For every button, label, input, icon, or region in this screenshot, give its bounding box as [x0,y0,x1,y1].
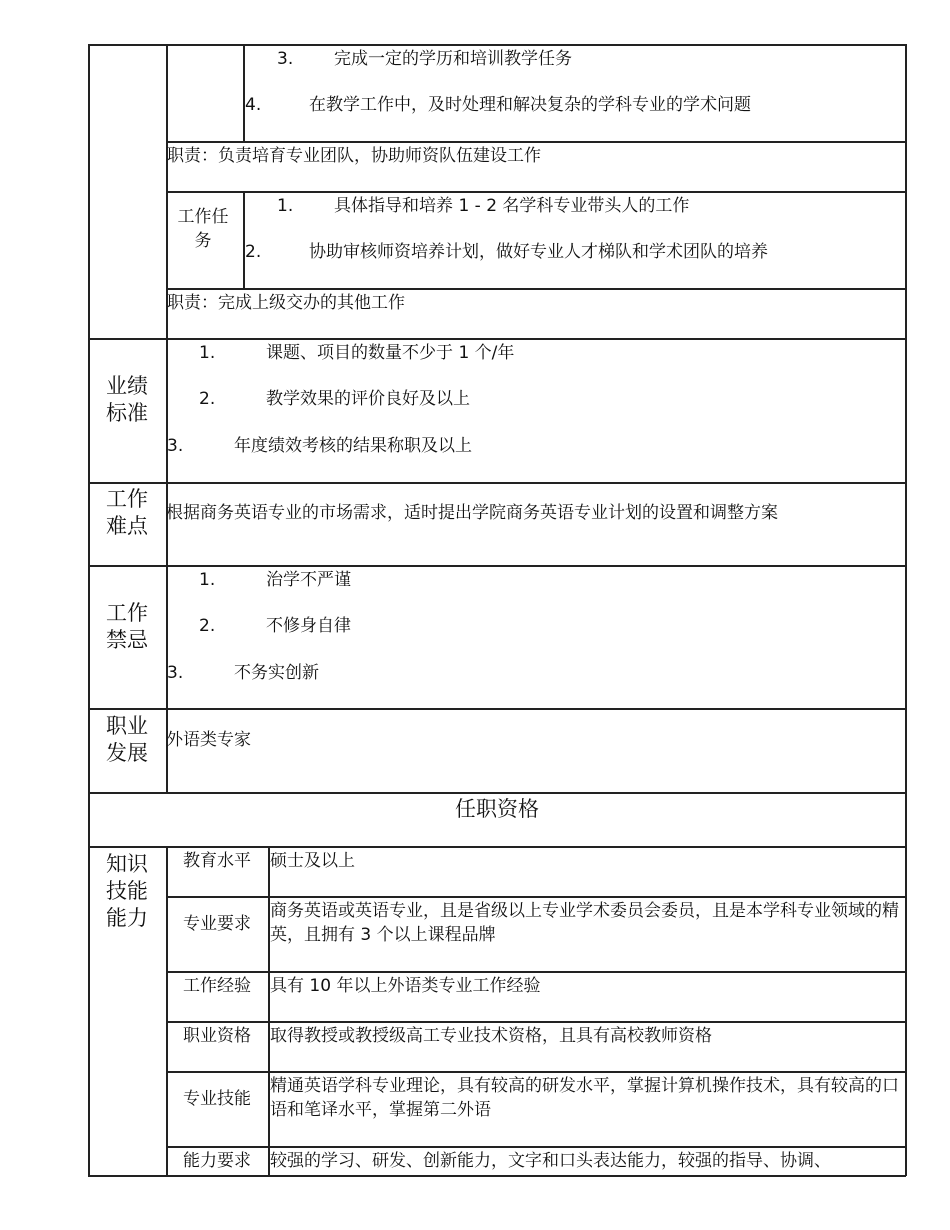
qual-row-value: 精通英语学科专业理论，具有较高的研发水平，掌握计算机操作技术，具有较高的口语和笔译水平，掌握第二外语 [270,1076,899,1120]
row-line [166,141,906,143]
qual-row-value: 较强的学习、研发、创新能力，文字和口头表达能力，较强的指导、协调、 [270,1151,831,1171]
taboo-item [199,614,351,638]
qual-row-line [166,1146,906,1148]
item-number: 3. [167,436,184,456]
performance-item [199,387,470,411]
item-number: 1. [199,343,216,363]
task-number: 3. [277,49,294,69]
task-item [245,93,751,117]
duty-text: 职责：负责培育专业团队，协助师资队伍建设工作 [167,146,541,166]
item-number: 1. [199,570,216,590]
qual-row-label: 专业技能 [183,1089,251,1109]
qual-row-value: 硕士及以上 [270,851,355,871]
qual-row-value: 取得教授或教授级高工专业技术资格，且具有高校教师资格 [270,1026,712,1046]
task-text: 完成一定的学历和培训教学任务 [334,49,573,69]
item-number: 2. [199,389,216,409]
qual-row-line [166,971,906,973]
qual-row-label: 能力要求 [183,1151,251,1171]
row-line [166,288,906,290]
task-item [245,240,768,264]
section-line [88,846,906,848]
task-text: 具体指导和培养 1 - 2 名学科专业带头人的工作 [334,196,690,216]
task-number: 2. [245,242,262,262]
qualification-title: 任职资格 [455,797,539,821]
qual-row-line [166,1021,906,1023]
table-border-top [88,44,906,46]
section-line [88,792,906,794]
section-line [88,338,906,340]
section-line [88,565,906,567]
taboo-item [199,568,351,592]
difficulty-text: 根据商务英语专业的市场需求，适时提出学院商务英语专业计划的设置和调整方案 [166,503,778,523]
career-text: 外语类专家 [166,730,251,750]
qualification-group-label: 知识技能能力 [106,852,148,930]
performance-item [199,341,514,365]
section-line [88,482,906,484]
career-label: 职业发展 [106,714,148,765]
qual-row-label: 职业资格 [183,1026,251,1046]
difficulty-label: 工作难点 [106,487,148,538]
item-text: 不修身自律 [266,616,352,636]
qual-row-value: 具有 10 年以上外语类专业工作经验 [270,976,541,996]
qual-row-line [166,1071,906,1073]
qual-row-label: 专业要求 [183,914,251,934]
item-text: 教学效果的评价良好及以上 [266,389,471,409]
item-number: 3. [167,663,184,683]
task-number: 1. [277,196,294,216]
qual-row-label: 工作经验 [183,976,251,996]
task-number: 4. [245,95,262,115]
table-border-bottom [88,1175,906,1177]
table-border-left [88,44,90,1176]
table-border-right [905,44,907,1176]
item-text: 年度绩效考核的结果称职及以上 [234,436,473,456]
row-line [166,191,906,193]
taboo-label: 工作禁忌 [106,601,148,652]
taboo-item [167,661,319,685]
item-number: 2. [199,616,216,636]
task-text: 协助审核师资培养计划，做好专业人才梯队和学术团队的培养 [309,242,769,262]
qual-row-line [166,896,906,898]
duty-text: 职责：完成上级交办的其他工作 [167,293,405,313]
item-text: 治学不严谨 [266,570,352,590]
item-text: 课题、项目的数量不少于 1 个/年 [266,343,515,363]
performance-label: 业绩标准 [106,374,148,425]
qual-row-value: 商务英语或英语专业，且是省级以上专业学术委员会委员，且是本学科专业领域的精英，且拥有 3 个以上课程品牌 [270,901,899,945]
performance-item [167,434,472,458]
task-item [277,47,572,71]
qual-row-label: 教育水平 [183,851,251,871]
item-text: 不务实创新 [234,663,320,683]
section-line [88,708,906,710]
task-item [277,194,689,218]
work-tasks-label: 工作任务 [177,207,229,251]
task-text: 在教学工作中，及时处理和解决复杂的学科专业的学术问题 [309,95,752,115]
